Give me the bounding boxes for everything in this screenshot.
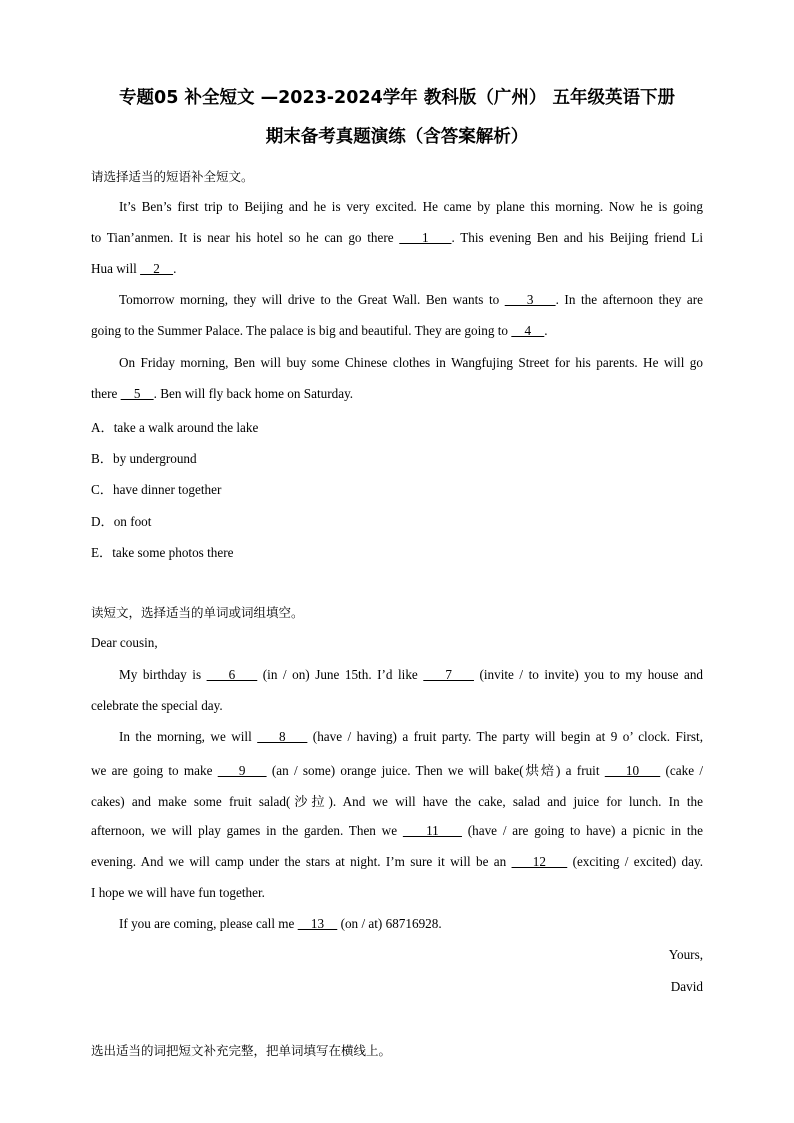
letter-closing: Yours, [668,947,703,962]
letter-text: If you are coming, please call me [119,916,298,931]
passage-text: . This evening Ben and his Beijing friend Li [451,230,703,245]
letter-line [91,823,703,839]
blank-13[interactable]: 13 [297,916,338,931]
passage1-line [119,292,703,308]
letter-text: (have / are going to have) a picnic in the [461,823,703,838]
option-b: B．by underground [91,451,197,466]
blank-5[interactable]: 5 [120,386,154,401]
passage-text: . Ben will fly back home on Saturday. [153,386,354,401]
blank-9[interactable]: 9 [217,763,267,778]
passage-text: going to the Summer Palace. The palace is big and beautiful. They are going to [91,323,512,338]
passage1-line [91,323,703,339]
option-c: C．have dinner together [91,482,222,497]
section3-instruction: 选出适当的词把短文补充完整，把单词填写在横线上。 [91,1043,392,1058]
letter-text: we are going to make [91,763,218,778]
blank-12[interactable]: 12 [511,854,568,869]
passage-text: there [91,386,121,401]
letter-text: afternoon, we will play games in the garden. Then we [91,823,403,838]
letter-line: cakes) and make some fruit salad(沙拉). And we will have the cake, salad and juice for lunch. In the [91,794,703,809]
letter-line: celebrate the special day. [91,698,223,713]
passage1-line [91,261,703,277]
letter-greeting: Dear cousin, [91,635,158,650]
passage-text: . [173,261,177,276]
letter-line [119,916,703,932]
letter-text: (cake / [660,763,704,778]
letter-text: evening. And we will camp under the stars at night. I’m sure it will be an [91,854,512,869]
passage1-line: On Friday morning, Ben will buy some Chinese clothes in Wangfujing Street for his parents. He will go [119,355,703,370]
passage1-line [91,230,703,246]
letter-line: I hope we will have fun together. [91,885,265,900]
letter-line [91,854,703,870]
section1-instruction: 请选择适当的短语补全短文。 [91,169,254,184]
passage1-line [91,386,703,402]
letter-text: My birthday is [119,667,207,682]
passage-text: Tomorrow morning, they will drive to the Great Wall. Ben wants to [119,292,505,307]
letter-text: (exciting / excited) day. [567,854,703,869]
letter-line [91,760,703,779]
document-title-line-1: 专题05 补全短文 —2023-2024学年 教科版（广州） 五年级英语下册 [119,88,675,108]
passage-text: to Tian’anmen. It is near his hotel so he can go there [91,230,400,245]
letter-text: (have / having) a fruit party. The party will begin at 9 o’ clock. First, [307,729,703,744]
option-d: D．on foot [91,514,152,529]
blank-6[interactable]: 6 [206,667,258,682]
letter-text: In the morning, we will [119,729,258,744]
blank-4[interactable]: 4 [511,323,545,338]
letter-signature: David [670,979,703,994]
blank-10[interactable]: 10 [604,763,661,778]
letter-text: (on / at) 68716928. [337,916,442,931]
passage1-line: It’s Ben’s first trip to Beijing and he is very excited. He came by plane this morning. Now he is going [119,199,703,214]
blank-8[interactable]: 8 [257,729,308,744]
blank-3[interactable]: 3 [504,292,556,307]
blank-11[interactable]: 11 [402,823,462,838]
blank-1[interactable]: 1 [399,230,452,245]
option-a: A．take a walk around the lake [91,420,259,435]
passage-text: Hua will [91,261,141,276]
passage-text: . In the afternoon they are [555,292,703,307]
letter-line [119,667,703,683]
letter-line [119,729,703,745]
letter-text: (an / some) orange juice. Then we will bake(烘焙) a fruit [266,763,605,778]
section2-instruction: 读短文，选择适当的单词或词组填空。 [91,605,304,620]
passage-text: . [544,323,548,338]
blank-7[interactable]: 7 [423,667,474,682]
letter-text: (in / on) June 15th. I’d like [257,667,424,682]
document-title-line-2: 期末备考真题演练（含答案解析） [265,127,529,147]
option-e: E．take some photos there [91,545,234,560]
blank-2[interactable]: 2 [140,261,174,276]
letter-text: (invite / to invite) you to my house and [473,667,704,682]
